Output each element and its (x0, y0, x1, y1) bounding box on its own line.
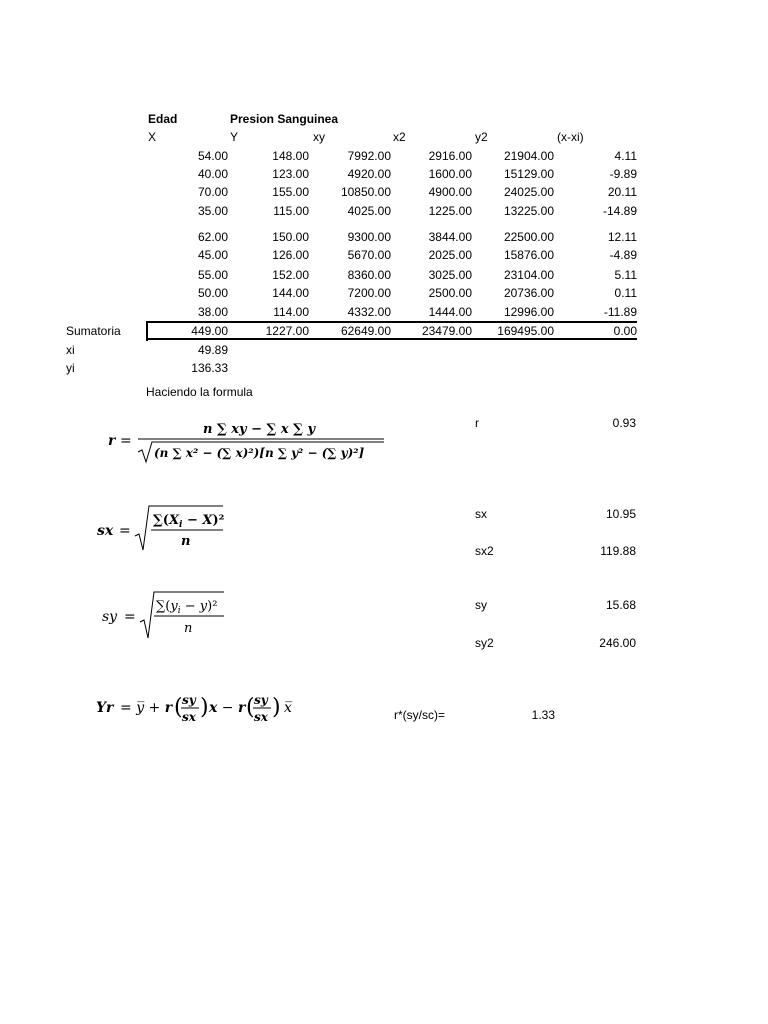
table-cell: -9.89 (609, 167, 637, 181)
table-cell: 54.00 (197, 149, 228, 163)
table-cell: 115.00 (273, 204, 309, 218)
table-cell: 7992.00 (347, 149, 391, 163)
table-cell: 1225.00 (428, 204, 472, 218)
header-x2: x2 (393, 130, 406, 144)
table-cell: -4.89 (609, 248, 637, 262)
mean-y-label: yi (66, 361, 75, 375)
table-cell: 155.00 (272, 185, 309, 199)
stat-slope-label: r*(sy/sc)= (394, 708, 445, 722)
table-cell: 8360.00 (347, 268, 391, 282)
table-cell: 4025.00 (347, 204, 391, 218)
table-cell: 2500.00 (428, 286, 472, 300)
stat-sx2-label: sx2 (475, 544, 494, 558)
header-y2: y2 (475, 130, 488, 144)
stat-sx-value: 10.95 (605, 507, 636, 521)
svg-text:sx: sx (182, 710, 196, 724)
formula-sx-image (97, 500, 237, 556)
table-cell: 114.00 (273, 305, 309, 319)
svg-text:x̅: x̅ (284, 700, 292, 716)
svg-text:(: ( (246, 695, 255, 720)
table-cell: 4920.00 (347, 167, 391, 181)
sum-cell: 23479.00 (421, 324, 472, 338)
svg-text:=: = (120, 433, 132, 449)
table-cell: 22500.00 (503, 230, 554, 244)
formula-regression (96, 688, 306, 732)
svg-text:=: = (119, 523, 131, 539)
svg-text:sx: sx (97, 523, 114, 539)
formula-sy (102, 586, 242, 646)
stat-sy2-value: 246.00 (599, 636, 636, 650)
stat-sx-label: sx (475, 507, 487, 521)
table-cell: 3844.00 (428, 230, 472, 244)
table-cell: 2916.00 (428, 149, 472, 163)
clipped-caption (146, 385, 276, 399)
mean-x-value: 49.89 (197, 343, 228, 357)
table-cell: 20.11 (607, 185, 637, 199)
table-cell: 126.00 (272, 248, 309, 262)
table-cell: 70.00 (197, 185, 228, 199)
stat-sy-label: sy (475, 598, 487, 612)
formula-r-image (108, 412, 398, 468)
svg-text:=: = (124, 609, 136, 625)
table-cell: 50.00 (197, 286, 228, 300)
header-xy: xy (313, 130, 325, 144)
stat-sx2-value: 119.88 (600, 544, 636, 558)
table-cell: 4900.00 (428, 185, 472, 199)
svg-text:n ∑ xy − ∑ x ∑ y: n ∑ xy − ∑ x ∑ y (203, 422, 315, 437)
stat-r-label: r (475, 416, 479, 430)
svg-text:(: ( (174, 695, 183, 720)
svg-text:r: r (108, 433, 116, 449)
svg-text:n: n (181, 534, 191, 549)
table-cell: 24025.00 (503, 185, 554, 199)
table-cell: 38.00 (197, 305, 228, 319)
header-presion: Presion Sanguinea (230, 112, 339, 126)
sum-label: Sumatoria (66, 324, 121, 338)
table-cell: 2025.00 (428, 248, 472, 262)
table-cell: 9300.00 (347, 230, 391, 244)
header-edad: Edad (148, 112, 178, 126)
stat-r-value: 0.93 (612, 416, 636, 430)
table-cell: 0.11 (614, 286, 637, 300)
table-cell: 55.00 (197, 268, 228, 282)
table-cell: 4332.00 (347, 305, 391, 319)
table-cell: 15129.00 (503, 167, 554, 181)
svg-text:sy: sy (254, 693, 268, 707)
sum-cell: 169495.00 (497, 324, 554, 338)
svg-text:sy: sy (102, 609, 118, 625)
table-cell: 1444.00 (428, 305, 472, 319)
table-cell: 15876.00 (503, 248, 554, 262)
table-cell: 144.00 (272, 286, 309, 300)
svg-text:∑(Xi − X)²: $\sum(X_i - X)^2$ (153, 513, 225, 530)
svg-text:sx: sx (254, 710, 268, 724)
table-cell: 35.00 (197, 204, 228, 218)
svg-text:x − r: x − r (209, 700, 246, 716)
svg-text:): ) (200, 695, 209, 720)
svg-text:): ) (272, 695, 281, 720)
table-cell: 4.11 (614, 149, 637, 163)
table-cell: 148.00 (272, 149, 309, 163)
header-x: X (148, 130, 157, 144)
svg-text:= y̅ + r: = y̅ + r (120, 700, 173, 716)
table-cell: 21904.00 (503, 149, 554, 163)
table-cell: 20736.00 (503, 286, 554, 300)
svg-text:Yr: Yr (96, 700, 114, 716)
table-cell: -14.89 (602, 204, 637, 218)
table-cell: 12.11 (607, 230, 637, 244)
svg-text:∑(yi − y)²: $\sum(y_i - y)^2$ (156, 599, 218, 616)
table-cell: 10850.00 (340, 185, 391, 199)
formula-r (108, 412, 398, 472)
sum-cell: 1227.00 (265, 324, 309, 338)
table-cell: 150.00 (272, 230, 309, 244)
sum-cell: 449.00 (191, 324, 228, 338)
table-cell: 3025.00 (428, 268, 472, 282)
stat-sy-value: 15.68 (605, 598, 636, 612)
table-cell: 23104.00 (503, 268, 554, 282)
table-cell: 7200.00 (347, 286, 391, 300)
stat-slope-value: 1.33 (531, 708, 555, 722)
table-cell: 5.11 (614, 268, 637, 282)
table-cell: 12996.00 (503, 305, 554, 319)
table-cell: 13225.00 (503, 204, 554, 218)
mean-y-value: 136.33 (191, 361, 228, 375)
mean-x-label: xi (66, 343, 75, 357)
formula-regression-image (96, 688, 306, 728)
sum-cell: 62649.00 (340, 324, 391, 338)
formula-sy-image (102, 586, 242, 642)
header-x-minus-xi: (x-xi) (557, 130, 584, 144)
table-cell: 152.00 (272, 268, 309, 282)
table-cell: 1600.00 (428, 167, 472, 181)
table-cell: 5670.00 (347, 248, 391, 262)
table-cell: -11.89 (603, 305, 637, 319)
table-cell: 45.00 (197, 248, 228, 262)
svg-text:n: n (184, 621, 193, 636)
header-y: Y (230, 130, 239, 144)
clipped-caption-text: Haciendo la formula (146, 385, 253, 399)
svg-text:sy: sy (182, 693, 196, 707)
formula-sx (97, 500, 237, 560)
stat-sy2-label: sy2 (475, 636, 494, 650)
sum-cell: 0.00 (613, 324, 637, 338)
table-cell: 40.00 (197, 167, 228, 181)
table-cell: 123.00 (272, 167, 309, 181)
svg-text:(n ∑ x² − (∑ x)²)[n ∑ y² − (∑: (n ∑ x² − (∑ x)²)[n ∑ y² − (∑ y)²] (154, 446, 365, 460)
table-cell: 62.00 (197, 230, 228, 244)
